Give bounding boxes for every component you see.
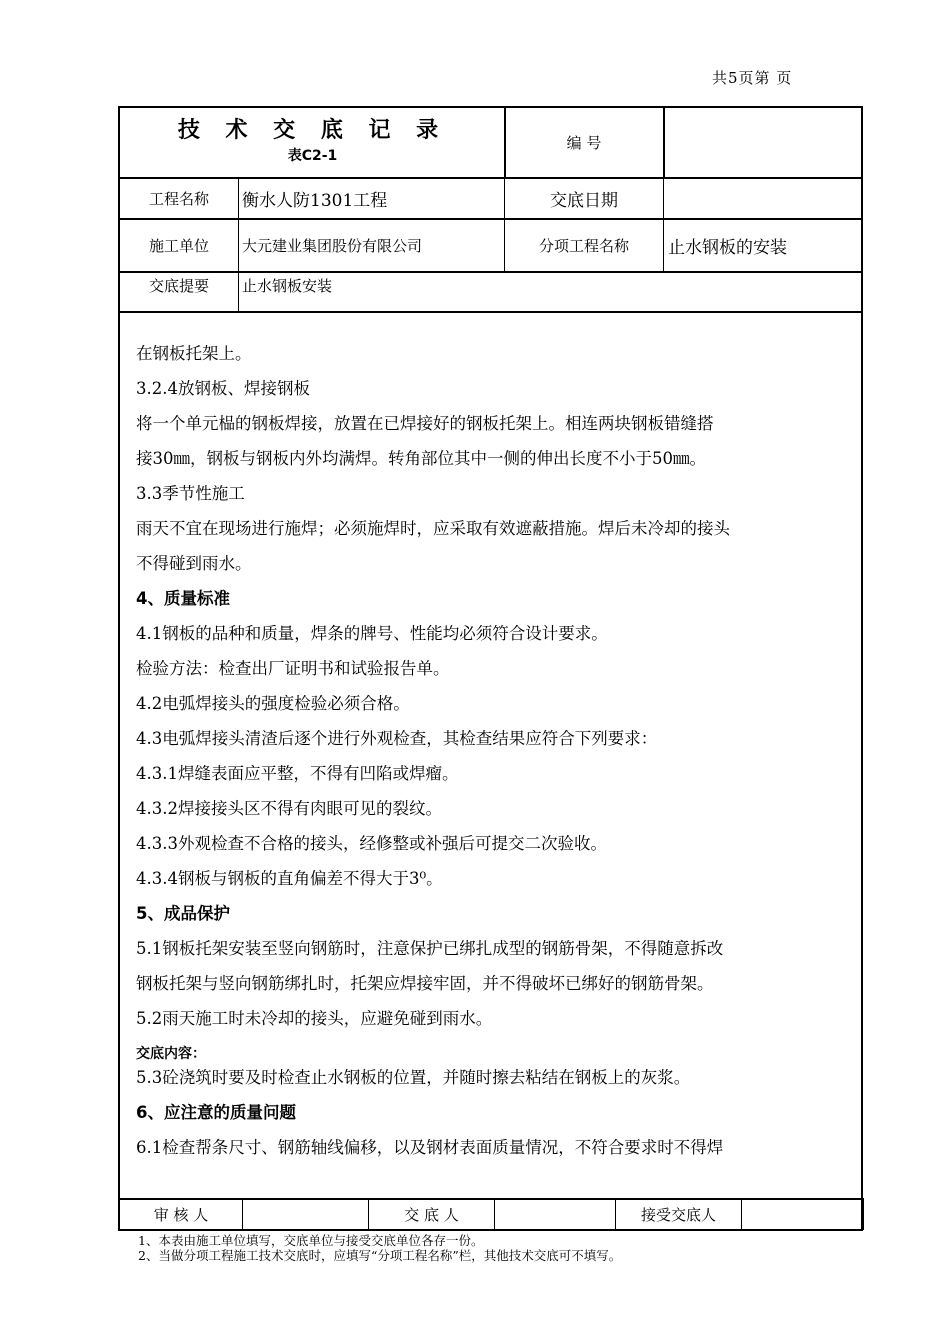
date-label: 交底日期 [550, 191, 618, 211]
col-divider [494, 1199, 495, 1229]
content-line: 将一个单元榀的钢板焊接，放置在已焊接好的钢板托架上。相连两块钢板错缝搭 [136, 414, 714, 433]
content-line: 钢板托架与竖向钢筋绑扎时，托架应焊接牢固，并不得破坏已绑好的钢筋骨架。 [136, 974, 714, 993]
content-line: 4.1钢板的品种和质量，焊条的牌号、性能均必须符合设计要求。 [136, 624, 608, 643]
content-label: 交底内容： [136, 1046, 206, 1062]
form-number: 表C2-1 [287, 148, 338, 164]
receiver-label: 接受交底人 [640, 1206, 716, 1224]
disclosure-content-continued [136, 1060, 848, 1165]
content-line: 检验方法：检查出厂证明书和试验报告单。 [136, 659, 450, 678]
content-line: 4.2电弧焊接头的强度检验必须合格。 [136, 694, 410, 713]
col-divider [741, 1199, 742, 1229]
content-line: 5.3砼浇筑时要及时检查止水钢板的位置，并随时擦去粘结在钢板上的灰浆。 [136, 1068, 691, 1087]
serial-field[interactable] [666, 108, 861, 177]
col-divider [238, 178, 239, 311]
footnote: 2、当做分项工程施工技术交底时，应填写“分项工程名称”栏，其他技术交底可不填写。 [138, 1248, 622, 1263]
content-line: 雨天不宜在现场进行施焊；必须施焊时，应采取有效遮蔽措施。焊后未冷却的接头 [136, 519, 730, 538]
summary-field[interactable]: 止水钢板安装 [242, 277, 333, 295]
content-line: 3.3季节性施工 [136, 484, 245, 503]
subproject-field[interactable]: 止水钢板的安装 [668, 238, 787, 258]
page-number: 共5页第 页 [712, 69, 793, 87]
row-divider [118, 311, 863, 313]
content-line: 4.3电弧焊接头清渣后逐个进行外观检查，其检查结果应符合下列要求： [136, 729, 658, 748]
col-divider [663, 107, 665, 178]
footnote: 1、本表由施工单位填写，交底单位与接受交底单位各存一份。 [138, 1233, 484, 1248]
content-line: 4.3.4钢板与钢板的直角偏差不得大于3⁰。 [136, 869, 443, 888]
content-line: 3.2.4放钢板、焊接钢板 [136, 379, 310, 398]
section-heading: 4、质量标准 [136, 589, 230, 608]
section-heading: 6、应注意的质量问题 [136, 1103, 296, 1122]
content-line: 4.3.1焊缝表面应平整，不得有凹陷或焊瘤。 [136, 764, 459, 783]
col-divider [663, 178, 664, 271]
serial-label: 编 号 [566, 134, 602, 152]
project-name-field[interactable]: 衡水人防1301工程 [242, 191, 388, 211]
project-name-label: 工程名称 [148, 190, 209, 208]
col-divider [242, 1199, 243, 1229]
col-divider [862, 1198, 864, 1230]
content-line: 4.3.3外观检查不合格的接头，经修整或补强后可提交二次验收。 [136, 834, 607, 853]
reviewer-label: 审 核 人 [153, 1206, 209, 1224]
reviewer-field[interactable] [244, 1200, 368, 1229]
disclosure-content [136, 336, 848, 1036]
content-line: 在钢板托架上。 [136, 344, 252, 363]
form-title: 技 术 交 底 记 录 [177, 118, 448, 143]
summary-label: 交底提要 [148, 277, 209, 295]
content-line: 4.3.2焊接接头区不得有肉眼可见的裂纹。 [136, 799, 442, 818]
content-line: 5.1钢板托架安装至竖向钢筋时，注意保护已绑扎成型的钢筋骨架，不得随意拆改 [136, 939, 724, 958]
discloser-field[interactable] [496, 1200, 615, 1229]
date-field[interactable] [666, 179, 861, 218]
section-heading: 5、成品保护 [136, 904, 230, 923]
content-line: 6.1检查帮条尺寸、钢筋轴线偏移，以及钢材表面质量情况，不符合要求时不得焊 [136, 1138, 724, 1157]
content-line: 5.2雨天施工时未冷却的接头，应避免碰到雨水。 [136, 1009, 493, 1028]
contractor-label: 施工单位 [148, 237, 209, 255]
contractor-field[interactable]: 大元建业集团股份有限公司 [242, 237, 423, 255]
receiver-field[interactable] [743, 1200, 861, 1229]
signature-bottom-border [118, 1229, 863, 1231]
subproject-label: 分项工程名称 [538, 237, 629, 255]
content-line: 不得碰到雨水。 [136, 554, 252, 573]
content-line: 接30㎜，钢板与钢板内外均满焊。转角部位其中一侧的伸出长度不小于50㎜。 [136, 449, 706, 468]
discloser-label: 交 底 人 [404, 1206, 459, 1224]
